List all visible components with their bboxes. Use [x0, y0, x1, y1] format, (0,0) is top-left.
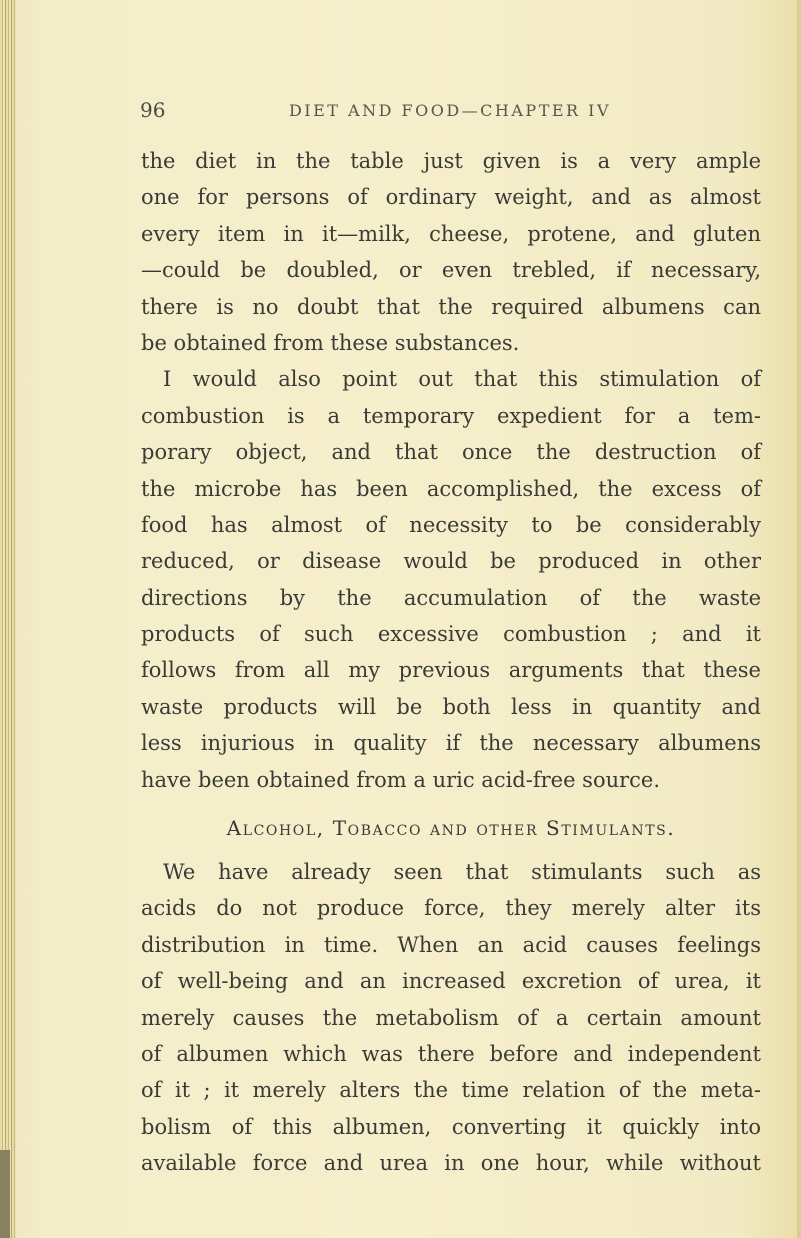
text-line: products of such excessive combustion ; and it: [141, 622, 761, 647]
text-line: the diet in the table just given is a very ample: [141, 149, 761, 173]
text-line: food has almost of necessity to be considerably: [141, 512, 761, 537]
paragraph-2: [141, 361, 761, 798]
text-line: of well-being and an increased excretion of urea, it: [141, 969, 761, 994]
text-line: combustion is a temporary expedient for a tem-: [141, 403, 761, 428]
page-binding-edge: [0, 0, 16, 1238]
text-line: less injurious in quality if the necessary albumens: [141, 731, 761, 756]
section-heading: [141, 802, 761, 854]
text-line: there is no doubt that the required albumens can: [141, 294, 761, 319]
text-line: acids do not produce force, they merely alter its: [141, 896, 761, 921]
text-line: have been obtained from a uric acid-free source.: [141, 767, 661, 792]
text-line: every item in it—milk, cheese, protene, and gluten: [141, 221, 761, 246]
text-line: We have already seen that stimulants such as: [163, 860, 761, 885]
text-line: I would also point out that this stimulation of: [163, 367, 761, 392]
page-header: [140, 98, 760, 132]
text-line: follows from all my previous arguments that these: [141, 658, 761, 683]
body-text: [141, 143, 761, 1182]
page-right-edge: [797, 0, 801, 1238]
text-line: available force and urea in one hour, while without: [141, 1151, 761, 1176]
text-line: the microbe has been accomplished, the excess of: [141, 476, 761, 501]
binding-shadow: [0, 1150, 10, 1238]
text-line: reduced, or disease would be produced in other: [141, 549, 761, 574]
paragraph-3: [141, 854, 761, 1182]
text-line: of albumen which was there before and independent: [141, 1041, 761, 1066]
text-line: of it ; it merely alters the time relation of the meta-: [141, 1078, 761, 1103]
page-number: 96: [140, 98, 166, 122]
text-line: porary object, and that once the destruction of: [141, 440, 761, 465]
section-heading-text: Alcohol, Tobacco and other Stimulants.: [226, 816, 676, 841]
text-line: be obtained from these substances.: [141, 330, 520, 355]
text-line: distribution in time. When an acid causes feelings: [141, 932, 761, 957]
text-line: waste products will be both less in quantity and: [141, 694, 761, 719]
text-line: merely causes the metabolism of a certain amount: [141, 1005, 761, 1030]
text-line: one for persons of ordinary weight, and as almost: [141, 185, 761, 210]
text-line: —could be doubled, or even trebled, if necessary,: [141, 258, 761, 283]
text-line: bolism of this albumen, converting it quickly into: [141, 1114, 761, 1139]
paragraph-1: [141, 143, 761, 361]
text-line: directions by the accumulation of the waste: [141, 585, 761, 610]
running-head: DIET AND FOOD—CHAPTER IV: [288, 101, 612, 120]
